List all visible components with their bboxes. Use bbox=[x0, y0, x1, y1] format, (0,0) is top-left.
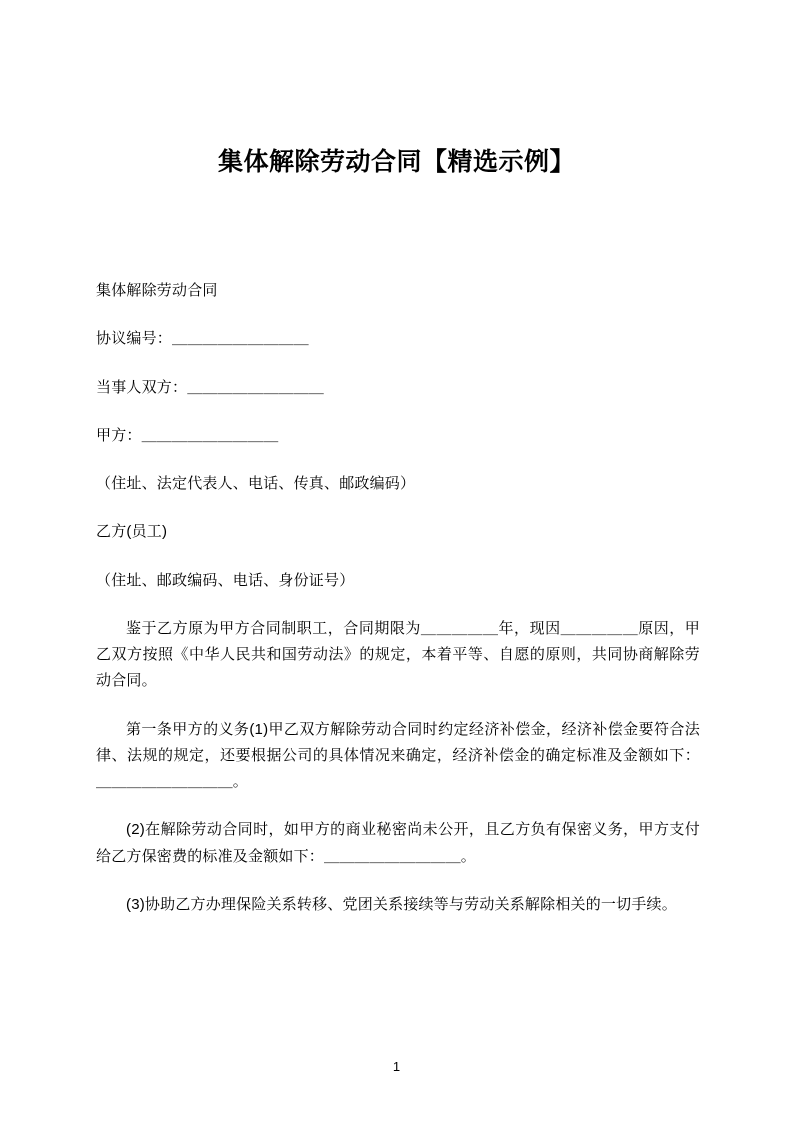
page-title: 集体解除劳动合同【精选示例】 bbox=[217, 147, 575, 176]
paragraph-party-a-details: （住址、法定代表人、电话、传真、邮政编码） bbox=[96, 475, 416, 492]
paragraph-heading: 集体解除劳动合同 bbox=[96, 282, 218, 299]
page-number: 1 bbox=[392, 1059, 401, 1074]
document-body bbox=[96, 278, 700, 940]
paragraph-recital: 鉴于乙方原为甲方合同制职工，合同期限为＿＿＿＿＿年，现因＿＿＿＿＿原因，甲乙双方按照《中华人民共和国劳动法》的规定，本着平等、自愿的原则，共同协商解除劳动合同。 bbox=[96, 619, 700, 690]
paragraph-party-a: 甲方：＿＿＿＿＿＿＿＿＿ bbox=[96, 426, 279, 444]
paragraph-article-1-item-2: (2)在解除劳动合同时，如甲方的商业秘密尚未公开，且乙方负有保密义务，甲方支付给乙方保密费的标准及金额如下：＿＿＿＿＿＿＿＿＿。 bbox=[96, 821, 700, 865]
paragraph-agreement-number: 协议编号：＿＿＿＿＿＿＿＿＿ bbox=[96, 330, 309, 348]
paragraph-party-b-details: （住址、邮政编码、电话、身份证号） bbox=[96, 571, 355, 589]
paragraph-article-1-item-3: (3)协助乙方办理保险关系转移、党团关系接续等与劳动关系解除相关的一切手续。 bbox=[126, 895, 677, 913]
paragraph-party-b: 乙方(员工) bbox=[96, 523, 168, 541]
paragraph-article-1: 第一条甲方的义务(1)甲乙双方解除劳动合同时约定经济补偿金，经济补偿金要符合法律、法规的规定，还要根据公司的具体情况来确定，经济补偿金的确定标准及金额如下：＿＿＿＿＿＿＿＿＿。 bbox=[96, 720, 700, 790]
paragraph-parties: 当事人双方：＿＿＿＿＿＿＿＿＿ bbox=[96, 378, 325, 396]
